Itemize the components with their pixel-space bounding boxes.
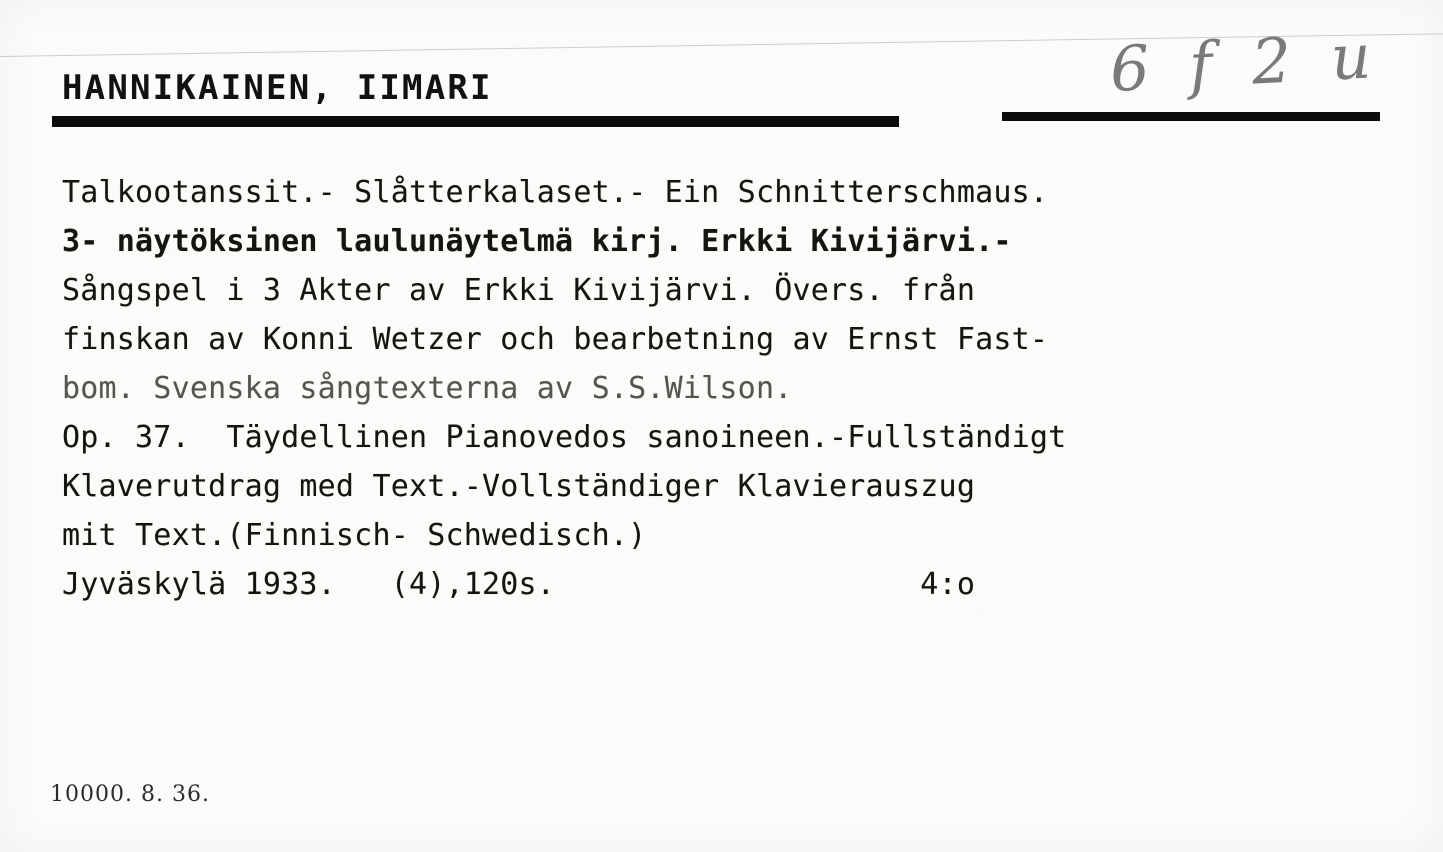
card-body-line: Klaverutdrag med Text.-Vollständiger Klavierauszug — [62, 469, 976, 504]
handwritten-annotation: 6 f 2 u — [1108, 18, 1383, 107]
card-body-line: Talkootanssit.- Slåtterkalaset.- Ein Schnitterschmaus. — [62, 175, 1049, 210]
card-body-line: 3- näytöksinen laulunäytelmä kirj. Erkki Kivijärvi.- — [62, 224, 1012, 259]
heading-underline-left — [52, 116, 899, 127]
card-body — [62, 168, 1443, 609]
card-body-line: Jyväskylä 1933. (4),120s. 4:o — [62, 567, 976, 602]
card-body-line: mit Text.(Finnisch- Schwedisch.) — [62, 518, 647, 553]
card-body-line: bom. Svenska sångtexterna av S.S.Wilson. — [62, 371, 793, 406]
card-body-line: finskan av Konni Wetzer och bearbetning av Ernst Fast- — [62, 322, 1049, 357]
card-footer-imprint: 10000. 8. 36. — [50, 782, 210, 807]
card-body-line: Op. 37. Täydellinen Pianovedos sanoineen.-Fullständigt — [62, 420, 1067, 455]
card-heading-author: HANNIKAINEN, IIMARI — [62, 68, 493, 108]
heading-underline-right — [1002, 112, 1380, 121]
card-body-line: Sångspel i 3 Akter av Erkki Kivijärvi. Övers. från — [62, 273, 976, 308]
